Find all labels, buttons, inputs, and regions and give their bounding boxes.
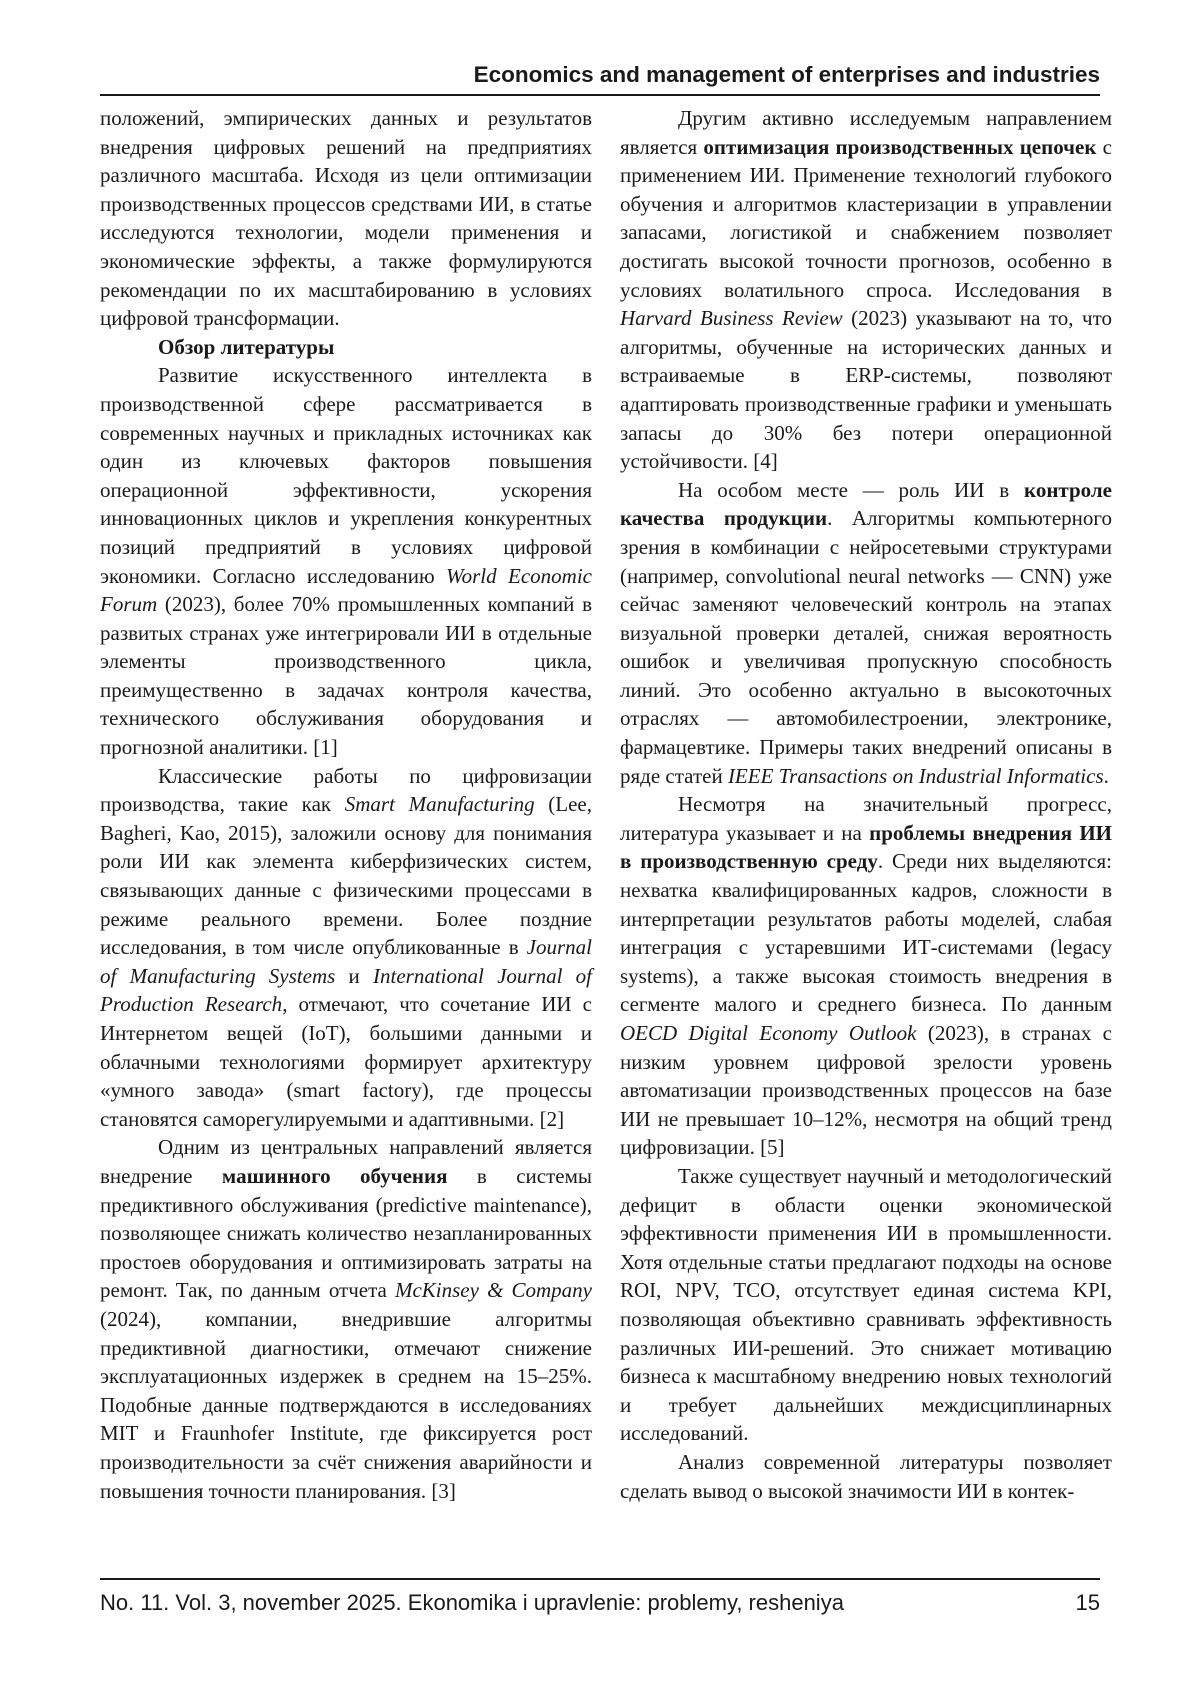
text-run: Другим активно исследуемым направлением является: [620, 106, 1112, 159]
text-run: Развитие искусственного интеллекта в производственной сфере рассматривается в современных научных и прикладных источниках как один из ключевых факторов повышения операционной эффективности, ускорения инновационных циклов и укрепления конкурентных позиций предприятий в условиях цифровой экономики. Согласно исследованию: [100, 363, 592, 588]
paragraph: [100, 762, 592, 1134]
text-run: Также существует научный и методологический дефицит в области оценки экономической эффективности применения ИИ в промышленности. Хотя отдельные статьи предлагают подходы на основе ROI, NPV, TCO, отсутствует единая система KPI, позволяющая объективно сравнивать эффективность различных ИИ-решений. Это снижает мотивацию бизнеса к масштабному внедрению новых технологий и требует дальнейших междисциплинарных исследований.: [620, 1163, 1112, 1446]
footer-rule: [100, 1578, 1100, 1580]
text-run: и: [335, 963, 374, 988]
left-column: [100, 104, 592, 1505]
text-run: (2023) указывают на то, что алгоритмы, обученные на исторических данных и встраиваемые в ERP-системы, позволяют адаптировать производственные графики и уменьшать запасы до 30% без потери операционной устойчивости. [4]: [620, 306, 1112, 474]
paragraph: [620, 104, 1112, 476]
text-run: Классические работы по цифровизации производства, такие как: [100, 763, 592, 817]
text-run: .: [1103, 763, 1109, 788]
text-run: в системы предиктивного обслуживания (predictive maintenance), позволяющее снижать количество незапланированных простоев оборудования и оптимизировать затраты на ремонт. Так, по данным отчета: [100, 1163, 592, 1303]
bold-run: контроле качества продукции: [620, 477, 1112, 531]
paragraph: [100, 1133, 592, 1505]
text-run: Несмотря на значительный прогресс, литература указывает и на: [620, 792, 1112, 845]
bold-run: оптимизация производственных цепочек: [703, 134, 1097, 159]
text-run: положений, эмпирических данных и результатов внедрения цифровых решений на предприятиях различного масштаба. Исходя из цели оптимизации производственных процессов средствами ИИ, в статье исследуются технологии, модели применения и экономические эффекты, а также формулируются рекомендации по их масштабированию в условиях цифровой трансформации.: [100, 106, 592, 331]
page-number: 15: [1075, 1590, 1100, 1615]
italic-run: Smart Manufacturing: [344, 792, 535, 817]
paragraph: [620, 1448, 1112, 1505]
bold-run: машинного обучения: [221, 1163, 448, 1188]
paragraph: [100, 104, 592, 333]
text-run: , отмечают, что сочетание ИИ с Интернетом вещей (IoT), большими данными и облачными технологиями формирует архитектуру «умного завода» (smart factory), где процессы становятся саморегулируемыми и адаптивными. [2]: [100, 992, 592, 1131]
text-run: Обзор литературы: [158, 334, 335, 359]
text-run: . Алгоритмы компьютерного зрения в комбинации с нейросетевыми структурами (например, convolutional neural networks — CNN) уже сейчас заменяют человеческий контроль на этапах визуальной проверки деталей, снижая вероятность ошибок и увеличивая пропускную способность линий. Это особенно актуально в высокоточных отраслях — автомобилестроении, электронике, фармацевтике. Примеры таких внедрений описаны в ряде статей: [620, 506, 1112, 788]
paragraph: [620, 790, 1112, 1162]
text-run: (2023), в странах с низким уровнем цифровой зрелости уровень автоматизации производственных процессов на базе ИИ не превышает 10–12%, несмотря на общий тренд цифровизации. [5]: [620, 1021, 1112, 1160]
text-run: (Lee, Bagheri, Kao, 2015), заложили основу для понимания роли ИИ как элемента киберфизических систем, связывающих данные с физическими процессами в режиме реального времени. Более поздние исследования, в том числе опубликованные в: [100, 792, 592, 960]
paragraph: [100, 361, 592, 761]
running-head: Economics and management of enterprises and industries: [100, 60, 1100, 96]
italic-run: Harvard Business Review: [620, 306, 843, 331]
italic-run: World Economic Forum: [100, 563, 592, 617]
journal-citation: No. 11. Vol. 3, november 2025. Ekonomika i upravlenie: problemy, resheniya: [100, 1590, 844, 1615]
text-run: (2024), компании, внедрившие алгоритмы предиктивной диагностики, отмечают снижение эксплуатационных издержек в среднем на 15–25%. Подобные данные подтверждаются в исследованиях MIT и Fraunhofer Institute, где фиксируется рост производительности за счёт снижения аварийности и повышения точности планирования. [3]: [100, 1306, 592, 1503]
italic-run: McKinsey & Company: [394, 1278, 592, 1303]
page-footer: [100, 1588, 1100, 1618]
text-run: Одним из центральных направлений является внедрение: [100, 1135, 592, 1188]
paragraph: [620, 476, 1112, 791]
bold-run: проблемы внедрения ИИ в производственную среду: [620, 820, 1112, 874]
text-run: с применением ИИ. Применение технологий глубокого обучения и алгоритмов кластеризации в управлении запасами, логистикой и снабжением позволяет достигать высокой точности прогнозов, особенно в условиях волатильного спроса. Исследования в: [620, 134, 1113, 302]
section-heading: [100, 333, 592, 362]
paragraph: [620, 1162, 1112, 1448]
italic-run: IEEE Transactions on Industrial Informatics: [727, 763, 1104, 788]
text-run: . Среди них выделяются: нехватка квалифицированных кадров, сложности в интерпретации результатов работы моделей, слабая интеграция с устаревшими ИТ-системами (legacy systems), а также высокая стоимость внедрения в сегменте малого и среднего бизнеса. По данным: [620, 849, 1112, 1017]
text-run: (2023), более 70% промышленных компаний в развитых странах уже интегрировали ИИ в отдельные элементы производственного цикла, преимущественно в задачах контроля качества, технического обслуживания оборудования и прогнозной аналитики. [1]: [100, 592, 592, 760]
italic-run: International Journal of Production Research: [100, 963, 592, 1017]
text-run: На особом месте — роль ИИ в: [678, 477, 1024, 502]
text-run: Анализ современной литературы позволяет сделать вывод о высокой значимости ИИ в контек-: [620, 1449, 1112, 1503]
italic-run: Journal of Manufacturing Systems: [100, 935, 592, 988]
italic-run: OECD Digital Economy Outlook: [620, 1021, 917, 1045]
right-column: [620, 104, 1112, 1505]
